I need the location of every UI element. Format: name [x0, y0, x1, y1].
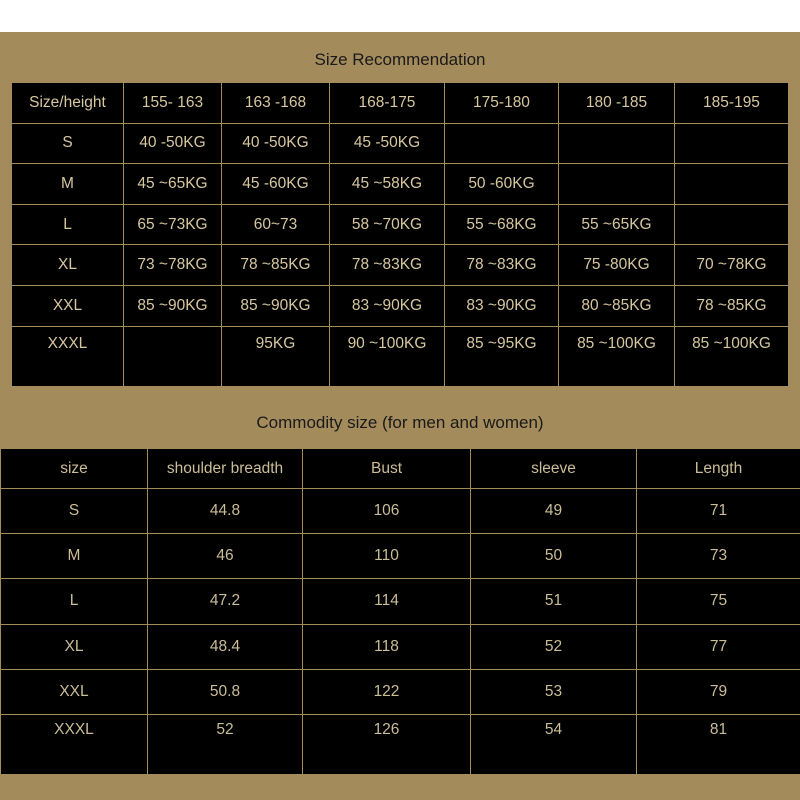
- table-cell: 52: [471, 624, 637, 669]
- table-cell: 78 ~85KG: [222, 245, 330, 286]
- table-cell: 54: [471, 714, 637, 774]
- table-row: [12, 204, 789, 245]
- table-cell: [675, 123, 789, 164]
- size-recommendation-column-header: Size/height: [12, 83, 124, 124]
- table-cell: [675, 164, 789, 205]
- table-row: [1, 489, 800, 534]
- table-cell: XXL: [1, 669, 148, 714]
- table-cell: 51: [471, 579, 637, 624]
- size-recommendation-column-header: 175-180: [445, 83, 559, 124]
- table-cell: 52: [148, 714, 303, 774]
- size-recommendation-column-header: 155- 163: [124, 83, 222, 124]
- table-cell: [559, 123, 675, 164]
- size-recommendation-table: [11, 82, 789, 387]
- table-cell: 45 -50KG: [330, 123, 445, 164]
- table-cell: 75: [637, 579, 800, 624]
- commodity-size-table: [0, 448, 800, 775]
- table-cell: 77: [637, 624, 800, 669]
- table-cell: XXXL: [1, 714, 148, 774]
- table-cell: 83 ~90KG: [330, 285, 445, 326]
- table-cell: 46: [148, 534, 303, 579]
- table-cell: 45 -60KG: [222, 164, 330, 205]
- table-cell: 95KG: [222, 326, 330, 386]
- table-cell: 80 ~85KG: [559, 285, 675, 326]
- table-cell: XL: [1, 624, 148, 669]
- table-cell: 53: [471, 669, 637, 714]
- table-cell: 81: [637, 714, 800, 774]
- table-cell: XXL: [12, 285, 124, 326]
- table-row: [12, 245, 789, 286]
- commodity-size-column-header: sleeve: [471, 449, 637, 489]
- table-cell: 106: [303, 489, 471, 534]
- table-cell: 45 ~65KG: [124, 164, 222, 205]
- table-cell: 90 ~100KG: [330, 326, 445, 386]
- table-cell: S: [1, 489, 148, 534]
- table-cell: 79: [637, 669, 800, 714]
- size-recommendation-column-header: 185-195: [675, 83, 789, 124]
- table-cell: 40 -50KG: [222, 123, 330, 164]
- table-cell: 58 ~70KG: [330, 204, 445, 245]
- size-recommendation-column-header: 163 -168: [222, 83, 330, 124]
- size-recommendation-column-header: 168-175: [330, 83, 445, 124]
- table-row: [1, 624, 800, 669]
- table-cell: 55 ~65KG: [559, 204, 675, 245]
- table-row: [12, 326, 789, 386]
- table-cell: 85 ~90KG: [222, 285, 330, 326]
- table-cell: L: [1, 579, 148, 624]
- table-cell: [559, 164, 675, 205]
- table-cell: 73: [637, 534, 800, 579]
- table-cell: 40 -50KG: [124, 123, 222, 164]
- table-cell: [124, 326, 222, 386]
- table-cell: M: [1, 534, 148, 579]
- commodity-size-column-header: Bust: [303, 449, 471, 489]
- table-cell: [675, 204, 789, 245]
- table-row: [1, 534, 800, 579]
- table-cell: M: [12, 164, 124, 205]
- commodity-size-title: Commodity size (for men and women): [256, 413, 544, 432]
- table-cell: 50 -60KG: [445, 164, 559, 205]
- table-cell: 48.4: [148, 624, 303, 669]
- table-cell: 78 ~85KG: [675, 285, 789, 326]
- table-row: [12, 123, 789, 164]
- table-cell: 50.8: [148, 669, 303, 714]
- table-row: [12, 285, 789, 326]
- table-cell: L: [12, 204, 124, 245]
- table-cell: 44.8: [148, 489, 303, 534]
- table-cell: 78 ~83KG: [445, 245, 559, 286]
- table-cell: 118: [303, 624, 471, 669]
- table-row: [1, 714, 800, 774]
- table-cell: 73 ~78KG: [124, 245, 222, 286]
- commodity-size-column-header: Length: [637, 449, 800, 489]
- table-cell: S: [12, 123, 124, 164]
- table-row: [12, 164, 789, 205]
- table-cell: 126: [303, 714, 471, 774]
- table-cell: 110: [303, 534, 471, 579]
- table-cell: 60~73: [222, 204, 330, 245]
- table-cell: 49: [471, 489, 637, 534]
- table-cell: 65 ~73KG: [124, 204, 222, 245]
- table-row: [1, 669, 800, 714]
- table-cell: 45 ~58KG: [330, 164, 445, 205]
- table-cell: [445, 123, 559, 164]
- table-cell: 85 ~100KG: [675, 326, 789, 386]
- table-cell: XXXL: [12, 326, 124, 386]
- table-cell: 55 ~68KG: [445, 204, 559, 245]
- commodity-size-header-row: [1, 449, 800, 489]
- table-cell: XL: [12, 245, 124, 286]
- table-cell: 75 -80KG: [559, 245, 675, 286]
- size-recommendation-column-header: 180 -185: [559, 83, 675, 124]
- commodity-size-column-header: size: [1, 449, 148, 489]
- size-recommendation-title: Size Recommendation: [314, 50, 486, 69]
- table-cell: 70 ~78KG: [675, 245, 789, 286]
- table-cell: 47.2: [148, 579, 303, 624]
- table-cell: 85 ~90KG: [124, 285, 222, 326]
- table-cell: 50: [471, 534, 637, 579]
- commodity-size-column-header: shoulder breadth: [148, 449, 303, 489]
- table-cell: 78 ~83KG: [330, 245, 445, 286]
- table-cell: 83 ~90KG: [445, 285, 559, 326]
- table-cell: 85 ~95KG: [445, 326, 559, 386]
- table-cell: 122: [303, 669, 471, 714]
- table-cell: 71: [637, 489, 800, 534]
- table-row: [1, 579, 800, 624]
- table-cell: 114: [303, 579, 471, 624]
- table-cell: 85 ~100KG: [559, 326, 675, 386]
- size-recommendation-header-row: [12, 83, 789, 124]
